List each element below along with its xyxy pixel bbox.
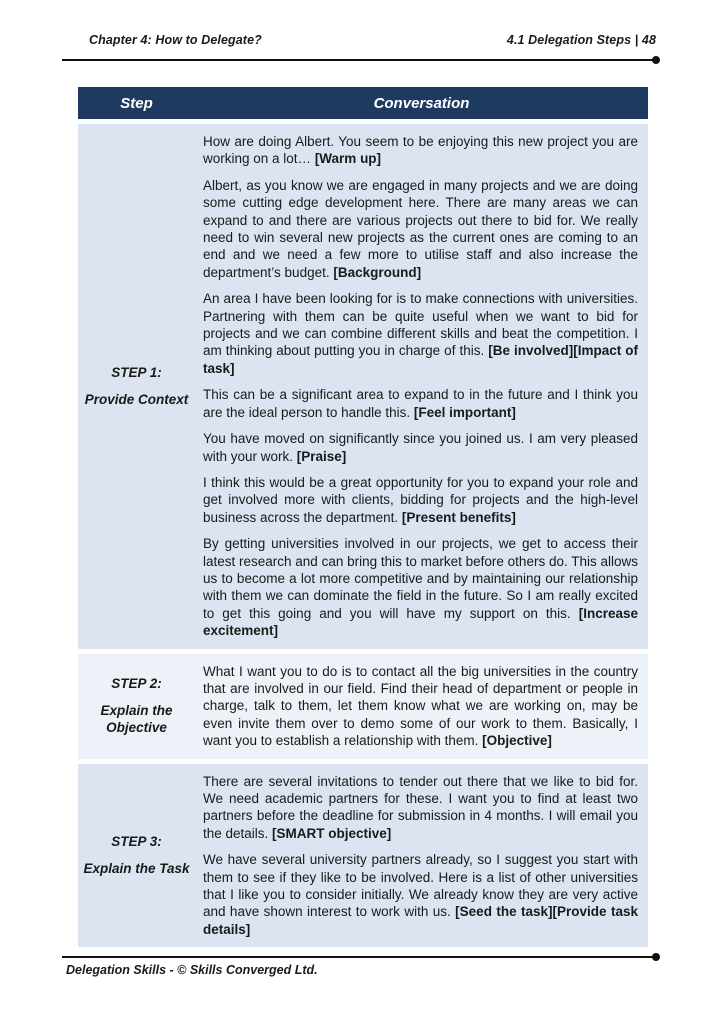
step-cell (78, 654, 195, 759)
step-cell (78, 124, 195, 649)
step-subtitle: Explain the Objective (100, 702, 173, 736)
conversation-cell (195, 654, 648, 759)
conversation-paragraph: This can be a significant area to expand to in the future and I think you are the ideal person to handle this. [Feel important] (203, 387, 638, 420)
step-title: STEP 3: (111, 833, 162, 849)
conversation-paragraph: You have moved on significantly since you joined us. I am very pleased with your work. [Praise] (203, 431, 638, 464)
technique-tag: [Seed the task][Provide task details] (203, 904, 638, 937)
table-row (78, 764, 648, 948)
conversation-cell (195, 124, 648, 649)
technique-tag: [Feel important] (413, 404, 516, 420)
table-header-row (78, 87, 648, 119)
technique-tag: [SMART objective] (272, 825, 392, 841)
section-page-number: 4.1 Delegation Steps | 48 (506, 33, 656, 47)
conversation-paragraph: How are doing Albert. You seem to be enjoying this new project you are working on a lot… [Warm up] (203, 134, 638, 167)
technique-tag: [Praise] (296, 448, 347, 464)
conversation-paragraph: What I want you to do is to contact all the big universities in the country that are involved in our field. Find their head of department or people in charge, talk to them, let them know what we are working on, may be even invite them over to demo some of our work to them. Basically, I want you to establish a relationship with them. [Objective] (203, 663, 638, 749)
technique-tag: [Increase excitement] (203, 605, 638, 639)
conversation-paragraph: An area I have been looking for is to make connections with universities. Partnering with them can be quite useful when we want to bid for projects and we can combine different skills and beat the competition. I am thinking about putting you in charge of this. [Be involved][Impact of task] (203, 291, 638, 376)
conversation-paragraph: We have several university partners already, so I suggest you start with them to see if they like to be involved. Here is a list of other universities that I like you to consider initially. We already know they are very active and have shown interest to work with us. [Seed the task][Provide task details] (203, 852, 638, 937)
technique-tag: [Background] (333, 264, 422, 280)
technique-tag: [Be involved][Impact of task] (203, 343, 638, 376)
step-title: STEP 2: (111, 675, 162, 691)
step-subtitle: Provide Context (84, 391, 189, 407)
technique-tag: [Present benefits] (401, 509, 516, 525)
footer-rule (62, 956, 654, 958)
table-row (78, 654, 648, 759)
column-header-step: Step (120, 94, 153, 112)
chapter-header: Chapter 4: How to Delegate? (89, 33, 262, 47)
conversation-paragraph: There are several invitations to tender out there that we like to bid for. We need academic partners for these. I want you to find at least two partners before the deadline for submission in 4 months. I will email you the details. [SMART objective] (203, 773, 638, 841)
conversation-paragraph: Albert, as you know we are engaged in many projects and we are doing some cutting edge development here. There are many areas we can expand to and there are various projects out there to bid for. We really need to win several new projects as the current ones are coming to an end and we need a few more to utilise staff and also increase the department’s budget. [Background] (203, 177, 638, 280)
technique-tag: [Warm up] (314, 151, 382, 167)
step-title: STEP 1: (111, 364, 162, 380)
technique-tag: [Objective] (482, 733, 552, 749)
table-row (78, 124, 648, 649)
footer-copyright: Delegation Skills - © Skills Converged Ltd. (66, 963, 318, 977)
header-rule-dot (652, 56, 660, 64)
step-subtitle: Explain the Task (83, 860, 190, 876)
conversation-paragraph: I think this would be a great opportunity for you to expand your role and get involved more with clients, bidding for projects and the high-level business across the department. [Present benefits] (203, 474, 638, 525)
footer-rule-dot (652, 953, 660, 961)
conversation-paragraph: By getting universities involved in our projects, we get to access their latest research and can bring this to market before others do. This allows us to become a lot more competitive and by maintaining our relationship with them we can dominate the field in the future. So I am really excited to get this going and you will have my support on this. [Increase excitement] (203, 536, 638, 639)
column-header-conversation: Conversation (373, 94, 470, 112)
step-cell (78, 764, 195, 948)
conversation-cell (195, 764, 648, 948)
delegation-steps-table (78, 87, 648, 947)
header-rule (62, 59, 654, 61)
